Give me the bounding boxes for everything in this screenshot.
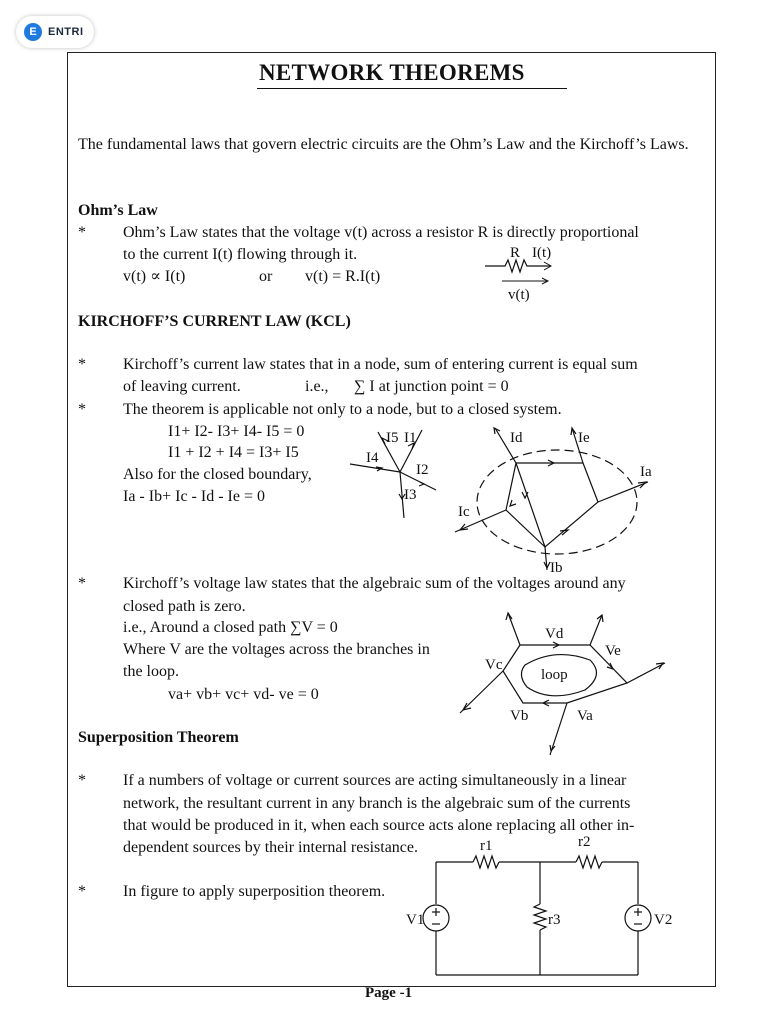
kcl-boundary-label-ie: Ie	[578, 430, 590, 446]
kvl-loop-diagram	[455, 605, 670, 765]
kvl-bullet: *	[78, 575, 86, 592]
kcl-bullet-2: *	[78, 401, 86, 418]
kcl-eq-1: I1+ I2- I3+ I4- I5 = 0	[168, 423, 305, 440]
superposition-b1-line-4: dependent sources by their internal resistance.	[123, 839, 418, 856]
kvl-label-ve: Ve	[605, 643, 621, 659]
superposition-label-v1: V1	[406, 912, 425, 928]
ohm-heading: Ohm’s Law	[78, 202, 158, 219]
kvl-label-vc: Vc	[485, 657, 503, 673]
kcl-node-diagram	[340, 422, 450, 522]
entri-logo-text: ENTRI	[48, 26, 84, 38]
ohm-line-2: to the current I(t) flowing through it.	[123, 246, 358, 263]
kcl-heading: KIRCHOFF’S CURRENT LAW (KCL)	[78, 313, 351, 330]
kcl-b1-line-2b: i.e.,	[305, 378, 329, 395]
entri-logo-mark: E	[24, 23, 42, 41]
kvl-line-4: Where V are the voltages across the branches in	[123, 641, 430, 658]
superposition-b1-line-2: network, the resultant current in any branch is the algebraic sum of the currents	[123, 795, 631, 812]
kvl-line-3: i.e., Around a closed path ∑V = 0	[123, 619, 338, 636]
entri-logo	[16, 16, 94, 48]
intro-paragraph: The fundamental laws that govern electric circuits are the Ohm’s Law and the Kirchoff’s Laws.	[78, 136, 689, 153]
kcl-b1-line-1: Kirchoff’s current law states that in a node, sum of entering current is equal sum	[123, 356, 638, 373]
ohm-bullet: *	[78, 224, 86, 241]
page-number: Page -1	[365, 985, 413, 1001]
kvl-label-va: Va	[577, 708, 593, 724]
kcl-b1-line-2c: ∑ I at junction point = 0	[354, 378, 509, 395]
kcl-eq-3: Ia - Ib+ Ic - Id - Ie = 0	[123, 488, 265, 505]
superposition-bullet-1: *	[78, 772, 86, 789]
ohm-fig-v: v(t)	[508, 287, 530, 303]
kvl-label-vd: Vd	[545, 626, 564, 642]
ohm-fig-i: I(t)	[532, 245, 552, 261]
kcl-boundary-text: Also for the closed boundary,	[123, 466, 312, 483]
ohm-eq-right: v(t) = R.I(t)	[305, 268, 381, 285]
superposition-heading: Superposition Theorem	[78, 729, 239, 746]
kcl-node-label-i4: I4	[366, 450, 379, 466]
kvl-eq: va+ vb+ vc+ vd- ve = 0	[168, 686, 319, 703]
kcl-node-label-i2: I2	[416, 462, 429, 478]
kcl-eq-2: I1 + I2 + I4 = I3+ I5	[168, 444, 299, 461]
ohm-eq-or: or	[259, 268, 273, 285]
kcl-boundary-label-ic: Ic	[458, 504, 470, 520]
kcl-boundary-label-ia: Ia	[640, 464, 652, 480]
ohm-line-1: Ohm’s Law states that the voltage v(t) across a resistor R is directly proportional	[123, 224, 639, 241]
kvl-line-1: Kirchoff’s voltage law states that the algebraic sum of the voltages around any	[123, 575, 626, 592]
ohm-resistor-figure	[480, 243, 570, 303]
kvl-loop-label: loop	[541, 667, 568, 683]
kvl-label-vb: Vb	[510, 708, 529, 724]
title-underline	[257, 88, 567, 89]
kcl-b1-line-2a: of leaving current.	[123, 378, 241, 395]
ohm-eq-left: v(t) ∝ I(t)	[123, 268, 186, 285]
kcl-node-label-i1: I1	[404, 430, 417, 446]
kcl-b2-line-1: The theorem is applicable not only to a node, but to a closed system.	[123, 401, 562, 418]
superposition-b1-line-3: that would be produced in it, when each source acts alone replacing all other in-	[123, 817, 635, 834]
superposition-label-r3: r3	[548, 912, 561, 928]
superposition-label-v2: V2	[654, 912, 673, 928]
kcl-node-label-i5: I5	[386, 430, 399, 446]
superposition-label-r2: r2	[578, 834, 591, 850]
kcl-bullet-1: *	[78, 356, 86, 373]
kvl-line-5: the loop.	[123, 663, 179, 680]
superposition-circuit	[370, 832, 690, 980]
kcl-node-label-i3: I3	[404, 487, 417, 503]
superposition-b2-line: In figure to apply superposition theorem.	[123, 883, 386, 900]
superposition-b1-line-1: If a numbers of voltage or current sources are acting simultaneously in a linear	[123, 772, 627, 789]
kcl-boundary-diagram	[450, 420, 670, 580]
page-title: NETWORK THEOREMS	[259, 60, 525, 85]
kcl-boundary-label-id: Id	[510, 430, 523, 446]
kvl-line-2: closed path is zero.	[123, 598, 246, 615]
ohm-fig-r: R	[510, 245, 521, 261]
superposition-bullet-2: *	[78, 883, 86, 900]
kcl-boundary-label-ib: Ib	[550, 560, 563, 576]
superposition-label-r1: r1	[480, 838, 493, 854]
